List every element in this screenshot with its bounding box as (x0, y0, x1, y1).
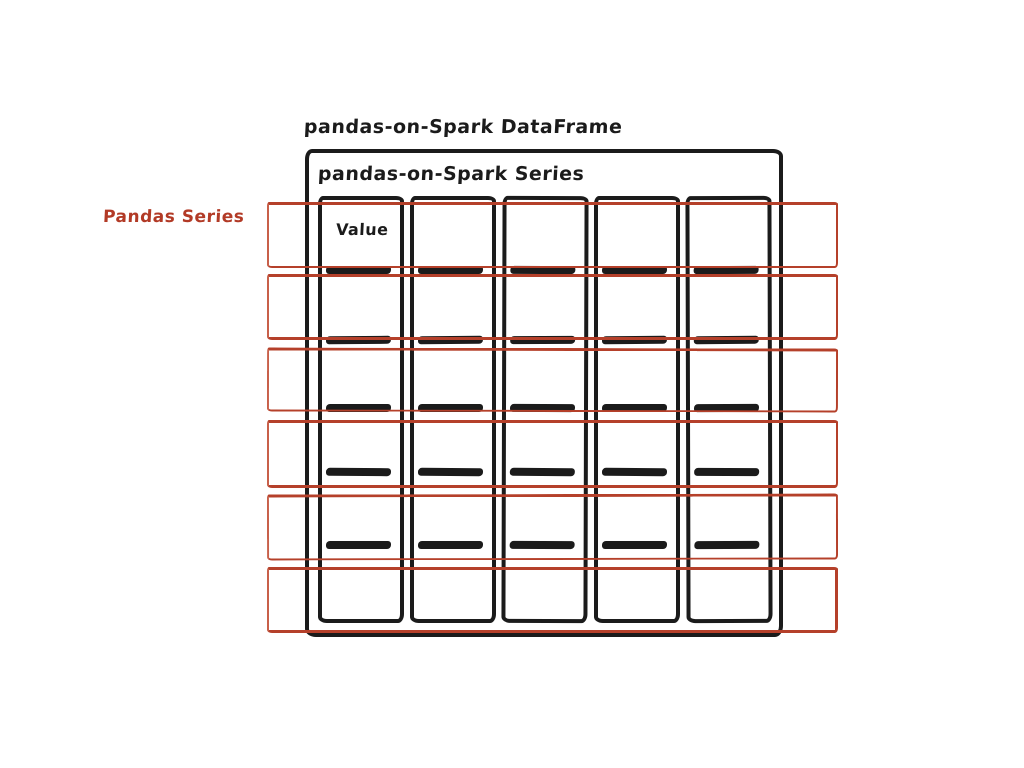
cell-separator-dash (418, 266, 483, 274)
cell-separator-dash (326, 468, 391, 476)
cell-separator-dash (510, 266, 575, 274)
cell-separator-dash (602, 404, 667, 412)
cell-separator-dash (510, 404, 575, 412)
cell-separator-dash (326, 541, 391, 549)
cell-separator-dash (694, 266, 759, 274)
spark-series-column (318, 196, 404, 623)
cell-separator-dash (326, 404, 391, 412)
cell-separator-dash (326, 336, 391, 344)
cell-separator-dash (602, 336, 667, 344)
cell-separator-dash (510, 541, 575, 549)
cell-separator-dash (694, 541, 759, 549)
cell-separator-dash (602, 468, 667, 476)
cell-separator-dash (602, 266, 667, 274)
spark-series-column (501, 196, 588, 623)
cell-separator-dash (418, 404, 483, 412)
spark-series-column (410, 196, 496, 623)
cell-separator-dash (694, 336, 759, 345)
cell-separator-dash (326, 266, 391, 274)
cell-separator-dash (602, 541, 667, 549)
pandas-series-label: Pandas Series (102, 207, 245, 227)
cell-separator-dash (418, 541, 483, 549)
spark-series-label: pandas-on-Spark Series (317, 163, 585, 185)
dataframe-title: pandas-on-Spark DataFrame (303, 116, 623, 138)
cell-separator-dash (510, 468, 575, 477)
cell-separator-dash (694, 468, 759, 476)
cell-separator-dash (418, 336, 483, 344)
value-label: Value (335, 220, 390, 239)
cell-separator-dash (418, 468, 483, 476)
cell-separator-dash (510, 336, 575, 344)
spark-series-column (685, 196, 772, 623)
spark-series-column (594, 196, 680, 623)
cell-separator-dash (694, 404, 759, 412)
